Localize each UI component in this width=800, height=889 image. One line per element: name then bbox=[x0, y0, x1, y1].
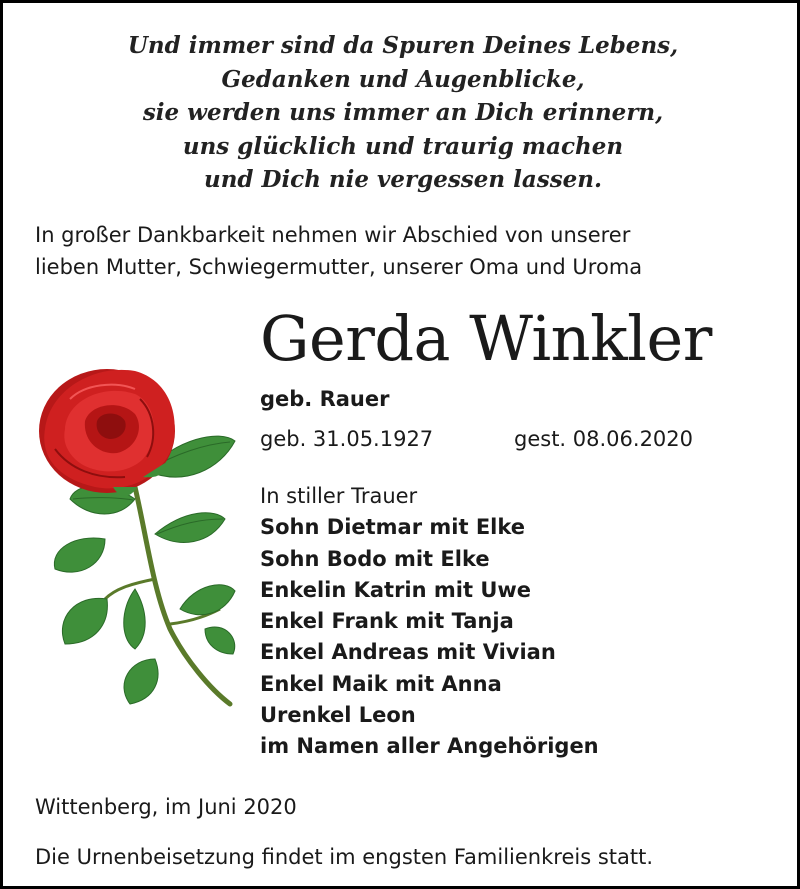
birth-name: geb. Rauer bbox=[260, 387, 390, 411]
mourner-name: Enkel Andreas mit Vivian bbox=[260, 640, 556, 665]
mourner-name: Urenkel Leon bbox=[260, 703, 416, 728]
intro-line: In großer Dankbarkeit nehmen wir Abschied von unserer bbox=[35, 223, 631, 247]
memorial-poem bbox=[3, 29, 800, 197]
poem-line: Und immer sind da Spuren Deines Lebens, bbox=[127, 32, 679, 59]
poem-line: und Dich nie vergessen lassen. bbox=[203, 166, 603, 193]
deceased-name: Gerda Winkler bbox=[260, 302, 712, 375]
poem-line: sie werden uns immer an Dich erinnern, bbox=[142, 99, 664, 126]
death-date: gest. 08.06.2020 bbox=[514, 427, 694, 451]
birth-date: geb. 31.05.1927 bbox=[260, 427, 434, 451]
poem-line: uns glücklich und traurig machen bbox=[182, 132, 624, 160]
mourner-name: im Namen aller Angehörigen bbox=[260, 734, 599, 759]
poem-line: Gedanken und Augenblicke, bbox=[221, 65, 585, 93]
mourner-name: Sohn Dietmar mit Elke bbox=[260, 515, 526, 540]
burial-note: Die Urnenbeisetzung findet im engsten Familienkreis statt. bbox=[35, 845, 654, 869]
life-dates bbox=[260, 423, 694, 455]
mourners-heading: In stiller Trauer bbox=[260, 484, 418, 508]
mourners-list bbox=[260, 481, 599, 763]
red-rose-icon bbox=[35, 359, 245, 719]
place-and-date: Wittenberg, im Juni 2020 bbox=[35, 795, 297, 819]
mourner-name: Sohn Bodo mit Elke bbox=[260, 546, 490, 571]
farewell-intro bbox=[35, 219, 775, 283]
mourner-name: Enkelin Katrin mit Uwe bbox=[260, 577, 532, 602]
intro-line: lieben Mutter, Schwiegermutter, unserer Oma und Uroma bbox=[35, 255, 643, 279]
mourner-name: Enkel Maik mit Anna bbox=[260, 671, 502, 696]
mourner-name: Enkel Frank mit Tanja bbox=[260, 609, 514, 634]
